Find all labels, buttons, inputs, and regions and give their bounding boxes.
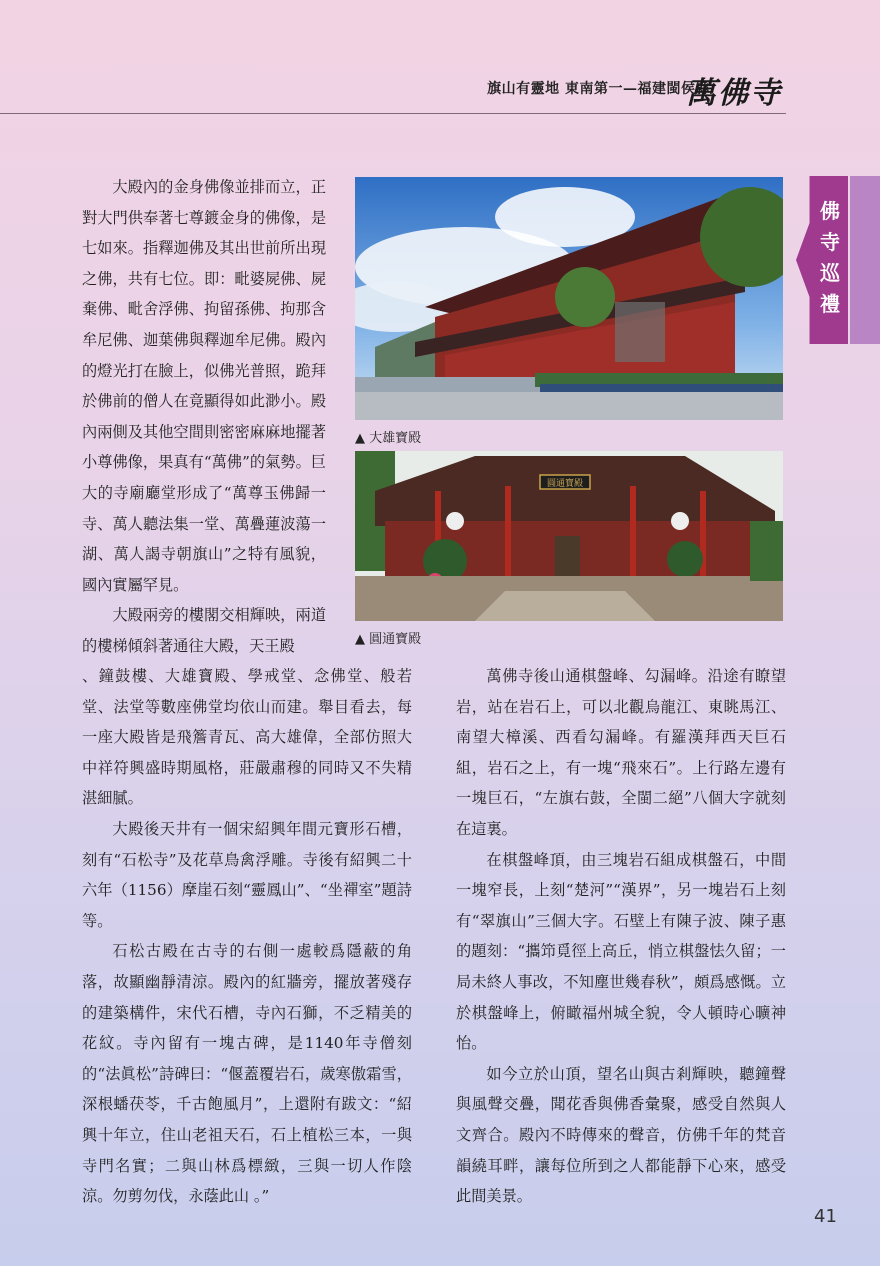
main-hall-photo [355, 177, 783, 420]
paragraph-stone-trough: 大殿後天井有一個宋紹興年間元寶形石槽，刻有“石松寺”及花草鳥禽浮雕。寺後有紹興二十六年（1156）摩崖石刻“靈鳳山”、“坐禪室”題詩等。 [82, 819, 412, 930]
paragraph-pavilions-start: 大殿兩旁的樓閣交相輝映，兩道的樓梯傾斜著通往大殿，天王殿 [82, 606, 326, 655]
main-hall-caption: ▲ 大雄寶殿 [355, 431, 422, 446]
hall-sign: 圓通寶殿 [546, 479, 584, 489]
paragraph-chessboard-peak: 在棋盤峰頂，由三塊岩石組成棋盤石，中間一塊窄長，上刻“楚河”“漢界”，另一塊岩石上刻有“翠旗山”三個大字。石壁上有陳子波、陳子惠的題刻：“攜笻覓徑上高丘，悄立棋盤怯久留；一局未終人事改，不知塵世幾春秋”，頗爲感慨。立於棋盤峰上，俯瞰福州城全貌，令人頓時心曠神怡。 [456, 850, 786, 1053]
lower-left-column [82, 661, 412, 1212]
paragraph-buddhas: 大殿內的金身佛像並排而立，正對大門供奉著七尊鍍金身的佛像，是七如來。指釋迦佛及其出世前所出現之佛，共有七位。即：毗婆屍佛、屍棄佛、毗舍浮佛、拘留孫佛、拘那含牟尼佛、迦葉佛與釋迦牟尼佛。殿內的燈光打在臉上，似佛光普照，跪拜於佛前的僧人在竟顯得如此渺小。殿內兩側及其他空間則密密麻麻地擺著小尊佛像，果真有“萬佛”的氣勢。巨大的寺廟廳堂形成了“萬尊玉佛歸一寺、萬人聽法集一堂、萬疊蓮波蕩一湖、萬人謁寺朝旗山”之特有風貌，國內實屬罕見。 [82, 178, 326, 594]
temple-logo-text: 萬佛寺 [686, 76, 782, 111]
page-number: 41 [814, 1206, 837, 1227]
yuantong-hall-caption: ▲ 圓通寶殿 [355, 632, 422, 647]
paragraph-summit: 如今立於山頂，望名山與古剎輝映，聽鐘聲與風聲交疊，聞花香與佛香彙聚，感受自然與人文齊合。殿內不時傳來的聲音，仿佛千年的梵音韻繞耳畔，讓每位所到之人都能靜下心來，感受此間美景。 [456, 1064, 786, 1206]
right-column [456, 661, 786, 1212]
yuantong-hall-photo [355, 451, 783, 621]
section-tab-label: 佛 寺 巡 禮 [820, 199, 840, 316]
left-column [82, 172, 326, 662]
running-title: 旗山有靈地 東南第一—福建閩侯縣 [487, 81, 710, 97]
section-tab-stripe [850, 176, 880, 344]
paragraph-back-mountain: 萬佛寺後山通棋盤峰、勾漏峰。沿途有瞭望岩，站在岩石上，可以北觀烏龍江、東眺馬江、南望大樟溪、西看勾漏峰。有羅漢拜西天巨石組，岩石之上，有一塊“飛來石”。上行路左邊有一塊巨石，“左旗右鼓，全閩二絕”八個大字就刻在這裏。 [456, 667, 786, 838]
paragraph-shisong-hall: 石松古殿在古寺的右側一處較爲隱蔽的角落，故顯幽靜清涼。殿內的紅牆旁，擺放著殘存的建築構件，宋代石槽，寺內石獅，不乏精美的花紋。寺內留有一塊古碑，是1140年寺僧刻的“法眞松”詩碑曰：“偃蓋覆岩石，歲寒傲霜雪，深根蟠茯苓，千古飽風月”，上還附有跋文：“紹興十年立，住山老祖天石，石上植松三本，一與寺門名實；二與山林爲標緻，三與一切人作陰涼。勿剪勿伐，永蔭此山 。” [82, 942, 412, 1206]
paragraph-pavilions-cont: 、鐘鼓樓、大雄寶殿、學戒堂、念佛堂、般若堂、法堂等數座佛堂均依山而建。舉目看去，每一座大殿皆是飛簷青瓦、高大雄偉，全部仿照大中祥符興盛時期風格，莊嚴肅穆的同時又不失精湛細膩。 [82, 667, 412, 808]
header-divider [0, 113, 786, 114]
